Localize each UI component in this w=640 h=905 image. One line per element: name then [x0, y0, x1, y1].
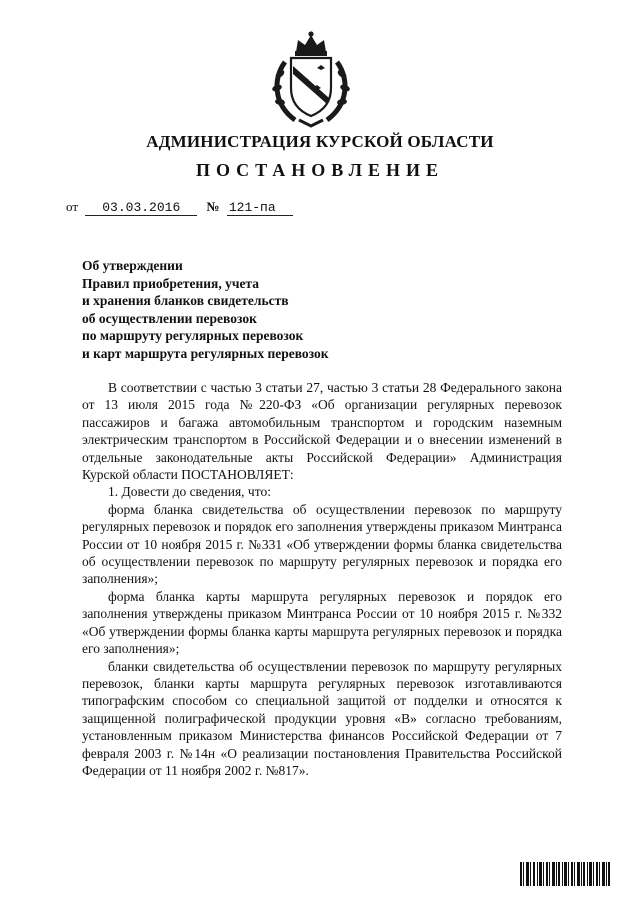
document-body	[82, 379, 562, 779]
document-meta	[66, 199, 297, 216]
subject-line: и хранения бланков свидетельств	[82, 293, 289, 309]
subject-line: по маршруту регулярных перевозок	[82, 328, 304, 344]
subject-line: и карт маршрута регулярных перевозок	[82, 345, 329, 361]
organization-title: АДМИНИСТРАЦИЯ КУРСКОЙ ОБЛАСТИ	[146, 132, 494, 151]
body-paragraph: форма бланка свидетельства об осуществлении перевозок по маршруту регулярных перевозок и порядок его заполнения утверждены приказом Минтранса России от 10 ноября 2015 г. №331 «Об утверждении формы бланка свидетельства об осуществлении перевозок по маршруту регулярных перевозок и порядка его заполнения»;	[82, 501, 562, 587]
body-paragraph: бланки свидетельства об осуществлении перевозок по маршруту регулярных перевозок, бланки карты маршрута регулярных перевозок изготавливаются типографским способом со специальной защитой от подделки и относятся к защищенной полиграфической продукции уровня «В» согласно требованиям, установленным приказом Министерства финансов Российской Федерации от 7 февраля 2003 г. №14н «О реализации постановления Правительства Российской Федерации от 11 ноября 2002 г. №817».	[82, 658, 562, 778]
document-type-title: ПОСТАНОВЛЕНИЕ	[195, 160, 445, 180]
subject-line: Об утверждении	[82, 258, 183, 273]
barcode-icon	[520, 862, 610, 886]
document-subject	[82, 257, 442, 363]
document-date: 03.03.2016	[85, 200, 197, 216]
kursk-coat-of-arms-icon	[265, 28, 357, 128]
body-paragraph: форма бланка карты маршрута регулярных перевозок и порядок его заполнения утверждены приказом Минтранса России от 10 ноября 2015 г. №332 «Об утверждении формы бланка карты маршрута регулярных перевозок и порядка его заполнения»;	[82, 588, 562, 657]
document-number: 121-па	[227, 200, 293, 216]
subject-line: Правил приобретения, учета	[82, 275, 259, 291]
date-label: от	[66, 199, 79, 214]
body-paragraph: В соответствии с частью 3 статьи 27, частью 3 статьи 28 Федерального закона от 13 июля 2015 года №220-ФЗ «Об организации регулярных перевозок пассажиров и багажа автомобильным транспортом и городским наземным электрическим транспортом в Российской Федерации и о внесении изменений в отдельные законодательные акты Российской Федерации» Администрация Курской области ПОСТАНОВЛЯЕТ:	[82, 380, 562, 483]
body-paragraph: 1. Довести до сведения, что:	[108, 484, 271, 500]
number-label: №	[206, 199, 220, 214]
subject-line: об осуществлении перевозок	[82, 310, 257, 326]
